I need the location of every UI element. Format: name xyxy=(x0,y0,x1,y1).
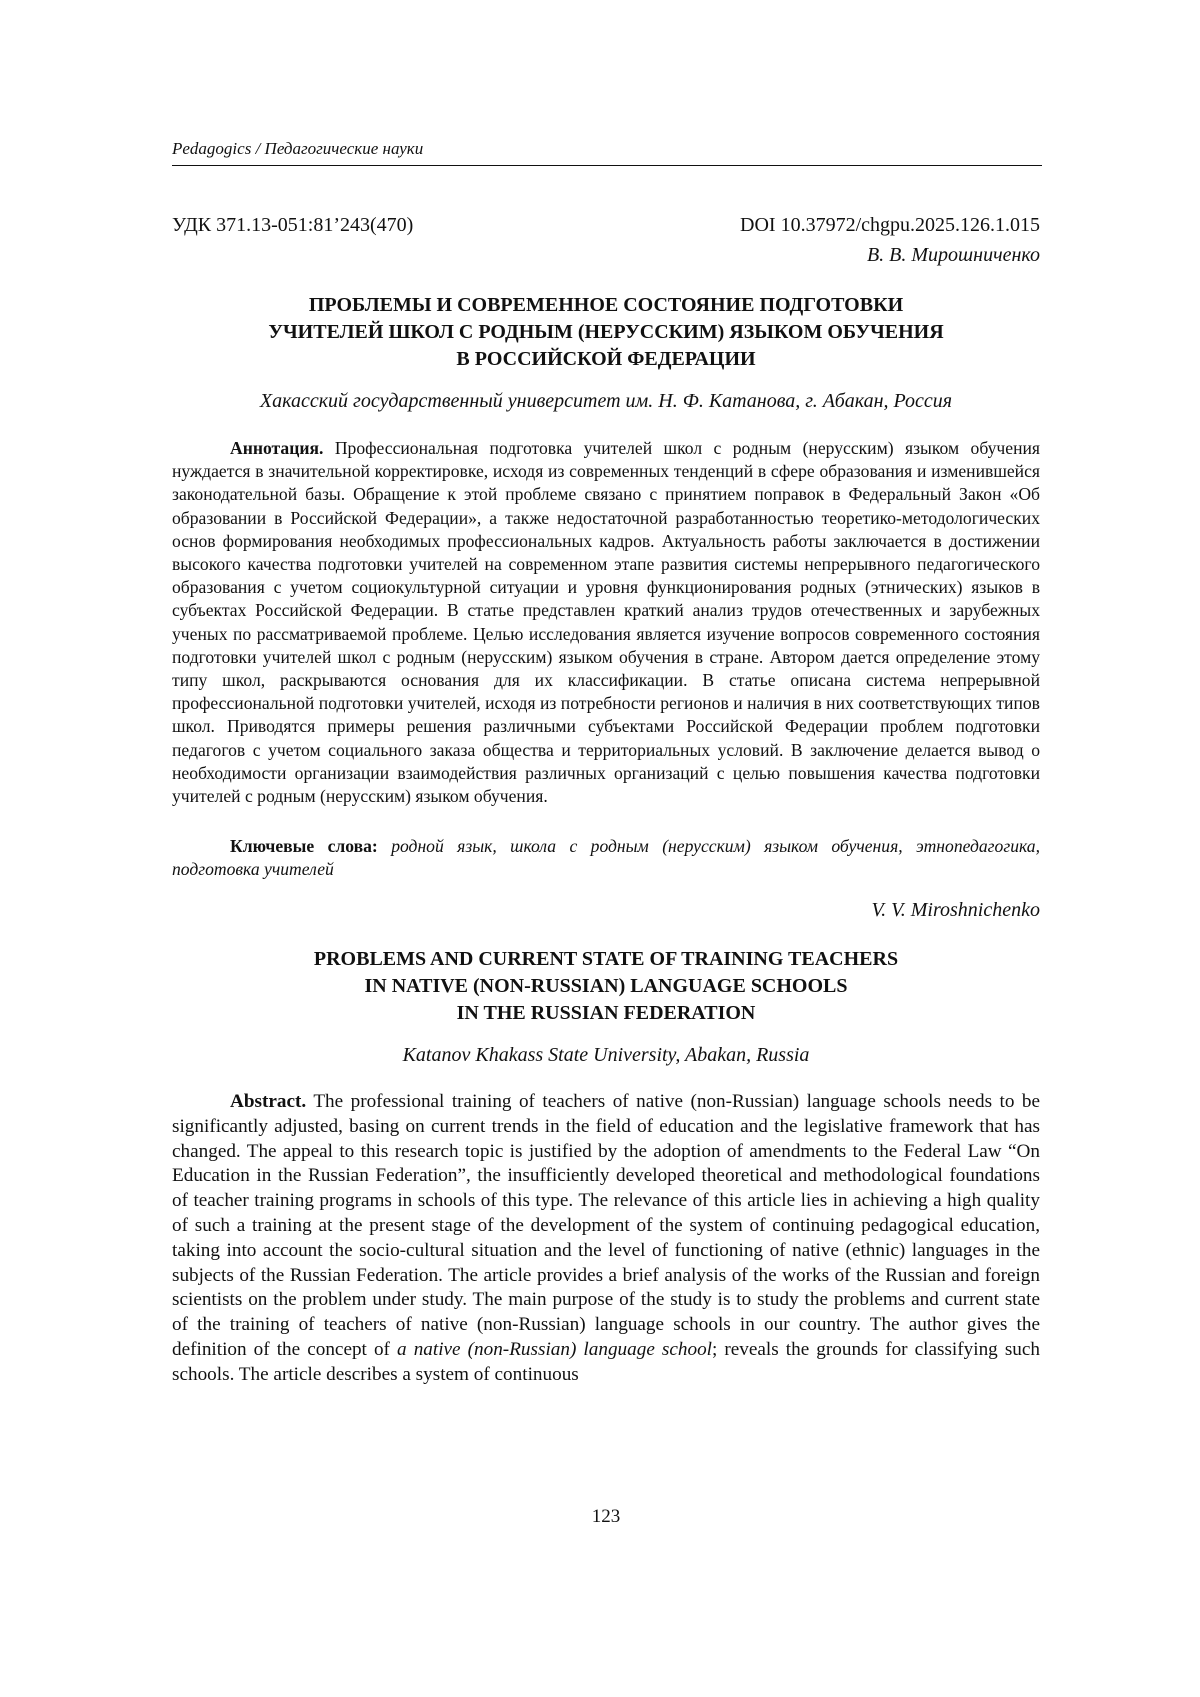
page-number: 123 xyxy=(591,1506,621,1527)
title-en xyxy=(172,946,1040,1027)
title-en-line: IN THE RUSSIAN FEDERATION xyxy=(456,1002,756,1024)
udc-code: УДК 371.13-051:81’243(470) xyxy=(172,214,414,236)
keywords-ru xyxy=(172,835,1040,881)
author-en: V. V. Miroshnichenko xyxy=(871,899,1040,921)
author-ru: В. В. Мирошниченко xyxy=(866,244,1040,266)
affiliation-ru: Хакасский государственный университет им. Н. Ф. Катанова, г. Абакан, Россия xyxy=(259,390,953,412)
doi: DOI 10.37972/chgpu.2025.126.1.015 xyxy=(740,214,1040,236)
keywords-ru-label: Ключевые слова: xyxy=(230,836,378,856)
abstract-ru-label: Аннотация. xyxy=(230,438,324,458)
title-ru-line: УЧИТЕЛЕЙ ШКОЛ С РОДНЫМ (НЕРУССКИМ) ЯЗЫКОМ ОБУЧЕНИЯ xyxy=(268,321,944,343)
abstract-en-term: a native (non-Russian) language school xyxy=(397,1338,712,1360)
abstract-en-label: Abstract. xyxy=(230,1091,307,1112)
title-ru-line: В РОССИЙСКОЙ ФЕДЕРАЦИИ xyxy=(456,348,756,370)
keywords-ru-text: родной язык, школа с родным (нерусским) языком обучения, этнопедагогика, подготовка учителей xyxy=(172,836,1040,880)
title-en-line: PROBLEMS AND CURRENT STATE OF TRAINING TEACHERS xyxy=(313,948,899,970)
title-en-line: IN NATIVE (NON-RUSSIAN) LANGUAGE SCHOOLS xyxy=(364,975,848,997)
abstract-en-text-2: ; reveals the grounds for classifying such schools. The article describes a system of continuous xyxy=(172,1338,1041,1385)
title-ru-line: ПРОБЛЕМЫ И СОВРЕМЕННОЕ СОСТОЯНИЕ ПОДГОТОВКИ xyxy=(308,294,904,316)
abstract-en xyxy=(172,1090,1040,1388)
title-ru xyxy=(172,292,1040,373)
abstract-en-text-1: The professional training of teachers of native (non-Russian) language schools needs to be significantly adjusted, basing on current trends in the field of education and the legislative framework that has changed. The appeal to this research topic is justified by the adoption of amendments to the Federal Law “On Education in the Russian Federation”, the insufficiently developed theoretical and methodological foundations of teacher training programs in schools of this type. The relevance of this article lies in achieving a high quality of such a training at the present stage of the development of the system of continuing pedagogical education, taking into account the socio-cultural situation and the level of functioning of native (ethnic) languages in the subjects of the Russian Federation. The article provides a brief analysis of the works of the Russian and foreign scientists on the problem under study. The main purpose of the study is to study the problems and current state of the training of teachers of native (non-Russian) language schools in our country. The author gives the definition of the concept of xyxy=(172,1091,1040,1360)
running-header: Pedagogics / Педагогические науки xyxy=(172,139,424,158)
abstract-ru xyxy=(172,437,1040,808)
header-divider xyxy=(172,165,1042,166)
affiliation-en: Katanov Khakass State University, Abakan, Russia xyxy=(402,1044,810,1066)
identifiers-row xyxy=(172,212,1040,238)
abstract-ru-text: Профессиональная подготовка учителей школ с родным (нерусским) языком обучения нуждается в значительной корректировке, исходя из современных тенденций в сфере образования и изменившейся законодательной базы. Обращение к этой проблеме связано с принятием поправок в Федеральный Закон «Об образовании в Российской Федерации», а также недостаточной разработанностью теоретико-методологических основ формирования необходимых профессиональных кадров. Актуальность работы заключается в достижении высокого качества подготовки учителей на современном этапе развития системы непрерывного педагогического образования с учетом социокультурной ситуации и уровня функционирования родных (этнических) языков в субъектах Российской Федерации. В статье представлен краткий анализ трудов отечественных и зарубежных ученых по рассматриваемой проблеме. Целью исследования является изучение вопросов современного состояния подготовки учителей школ с родным (нерусским) языком обучения в стране. Автором дается определение этому типу школ, раскрываются основания для их классификации. В статье описана система непрерывной профессиональной подготовки учителей, исходя из потребности регионов и наличия в них соответствующих типов школ. Приводятся примеры решения различными субъектами Российской Федерации проблем подготовки педагогов с учетом социального заказа общества и территориальных условий. В заключение делается вывод о необходимости организации взаимодействия различных организаций с целью повышения качества подготовки учителей с родным (нерусским) языком обучения. xyxy=(172,438,1040,807)
